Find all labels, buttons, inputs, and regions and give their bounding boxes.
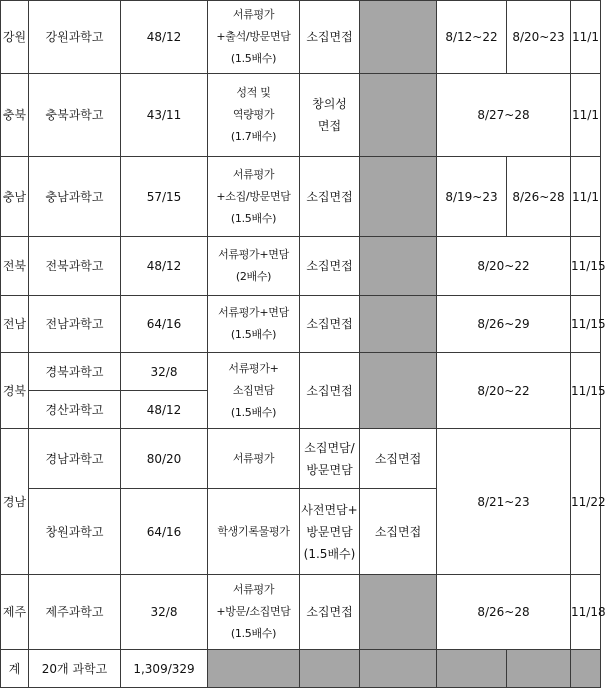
stage1-line: 서류평가+면담: [218, 248, 289, 261]
total-label-cell: 계: [1, 650, 29, 688]
date-cell: 8/12~22: [437, 1, 507, 74]
school-cell: 창원과학고: [29, 489, 121, 575]
announce-cell: 11/1: [571, 157, 601, 237]
stage2-cell: [300, 74, 360, 157]
region-cell: 경남: [1, 429, 29, 575]
shaded-cell: [360, 237, 437, 296]
shaded-cell: [360, 575, 437, 650]
ratio-cell: 32/8: [121, 353, 208, 391]
table-row-gyeongnam: [1, 429, 601, 489]
school-cell: 경북과학고: [29, 353, 121, 391]
ratio-cell: 64/16: [121, 296, 208, 353]
stage1-line: +방문/소집면담: [216, 605, 291, 618]
stage2-line: 소집면담/: [304, 440, 355, 455]
stage3-cell: 소집면접: [360, 489, 437, 575]
shaded-cell: [208, 650, 300, 688]
school-cell: 충북과학고: [29, 74, 121, 157]
stage1-line: (1.5배수): [230, 52, 277, 65]
table-row-jeju: [1, 575, 601, 650]
ratio-cell: 64/16: [121, 489, 208, 575]
table-row-gangwon: [1, 1, 601, 74]
school-cell: 제주과학고: [29, 575, 121, 650]
date-cell: 8/20~22: [437, 237, 571, 296]
school-cell: 강원과학고: [29, 1, 121, 74]
announce-cell: 11/15: [571, 237, 601, 296]
table-row-total: [1, 650, 601, 688]
region-cell: 충남: [1, 157, 29, 237]
stage1-line: 소집면담: [232, 383, 275, 397]
announce-cell: 11/1: [571, 1, 601, 74]
date-cell: 8/26~29: [437, 296, 571, 353]
stage2-line: 방문면담: [306, 524, 353, 539]
stage1-cell: [208, 353, 300, 429]
stage1-line: (1.5배수): [230, 405, 277, 419]
stage1-cell: [208, 296, 300, 353]
stage1-line: 서류평가: [232, 583, 275, 596]
shaded-cell: [360, 74, 437, 157]
stage1-cell: [208, 237, 300, 296]
stage1-line: 역량평가: [232, 108, 275, 121]
shaded-cell: [300, 650, 360, 688]
stage1-line: 서류평가+: [228, 361, 279, 375]
ratio-cell: 48/12: [121, 237, 208, 296]
stage1-line: (2배수): [235, 270, 272, 283]
stage1-line: 성적 및: [236, 86, 271, 99]
school-cell: 전남과학고: [29, 296, 121, 353]
stage1-line: (1.5배수): [230, 627, 277, 640]
region-cell: 충북: [1, 74, 29, 157]
stage2-cell: 소집면접: [300, 575, 360, 650]
stage2-cell: 소집면접: [300, 237, 360, 296]
school-cell: 전북과학고: [29, 237, 121, 296]
stage2-cell: [300, 429, 360, 489]
stage2-cell: [300, 489, 360, 575]
stage1-line: 서류평가: [232, 8, 275, 21]
date-cell: 8/20~22: [437, 353, 571, 429]
stage1-line: (1.7배수): [230, 130, 277, 143]
shaded-cell: [360, 650, 437, 688]
school-cell: 충남과학고: [29, 157, 121, 237]
announce-cell: 11/15: [571, 296, 601, 353]
ratio-cell: 80/20: [121, 429, 208, 489]
table-row-gyeongbuk: [1, 353, 601, 391]
stage1-cell: [208, 1, 300, 74]
table-row-jeonbuk: [1, 237, 601, 296]
ratio-cell: 57/15: [121, 157, 208, 237]
total-schools-cell: 20개 과학고: [29, 650, 121, 688]
region-cell: 강원: [1, 1, 29, 74]
date-cell: 8/19~23: [437, 157, 507, 237]
stage1-line: 서류평가+면담: [218, 306, 289, 319]
date-cell: 8/20~23: [507, 1, 571, 74]
total-ratio-cell: 1,309/329: [121, 650, 208, 688]
date-cell: 8/21~23: [437, 429, 571, 575]
shaded-cell: [571, 650, 601, 688]
stage1-line: (1.5배수): [230, 211, 277, 225]
ratio-cell: 32/8: [121, 575, 208, 650]
shaded-cell: [360, 1, 437, 74]
stage2-line: (1.5배수): [303, 546, 356, 561]
ratio-cell: 48/12: [121, 391, 208, 429]
announce-cell: 11/22: [571, 429, 601, 575]
date-cell: 8/26~28: [437, 575, 571, 650]
announce-cell: 11/1: [571, 74, 601, 157]
stage1-line: 서류평가: [232, 167, 275, 181]
stage2-cell: 소집면접: [300, 353, 360, 429]
region-cell: 제주: [1, 575, 29, 650]
shaded-cell: [507, 650, 571, 688]
date-cell: 8/26~28: [507, 157, 571, 237]
stage1-line: +소집/방문면담: [216, 189, 291, 203]
ratio-cell: 43/11: [121, 74, 208, 157]
stage2-line: 사전면담+: [301, 502, 358, 517]
table-row-chungnam: [1, 157, 601, 237]
region-cell: 경북: [1, 353, 29, 429]
stage1-line: (1.5배수): [230, 328, 277, 341]
stage1-line: +출석/방문면담: [216, 30, 291, 43]
region-cell: 전북: [1, 237, 29, 296]
shaded-cell: [360, 157, 437, 237]
school-cell: 경산과학고: [29, 391, 121, 429]
stage2-cell: 소집면접: [300, 157, 360, 237]
stage2-line: 면접: [317, 119, 342, 133]
stage2-cell: 소집면접: [300, 296, 360, 353]
stage2-cell: 소집면접: [300, 1, 360, 74]
announce-cell: 11/15: [571, 353, 601, 429]
stage2-line: 방문면담: [306, 462, 353, 477]
shaded-cell: [437, 650, 507, 688]
stage1-cell: [208, 157, 300, 237]
announce-cell: 11/18: [571, 575, 601, 650]
stage1-cell: [208, 575, 300, 650]
table-row-jeonnam: [1, 296, 601, 353]
stage2-line: 창의성: [312, 97, 347, 111]
stage3-cell: 소집면접: [360, 429, 437, 489]
stage1-cell: 서류평가: [208, 429, 300, 489]
shaded-cell: [360, 353, 437, 429]
shaded-cell: [360, 296, 437, 353]
table-row-chungbuk: [1, 74, 601, 157]
ratio-cell: 48/12: [121, 1, 208, 74]
stage1-cell: [208, 74, 300, 157]
date-cell: 8/27~28: [437, 74, 571, 157]
region-cell: 전남: [1, 296, 29, 353]
school-cell: 경남과학고: [29, 429, 121, 489]
stage1-cell: 학생기록물평가: [208, 489, 300, 575]
